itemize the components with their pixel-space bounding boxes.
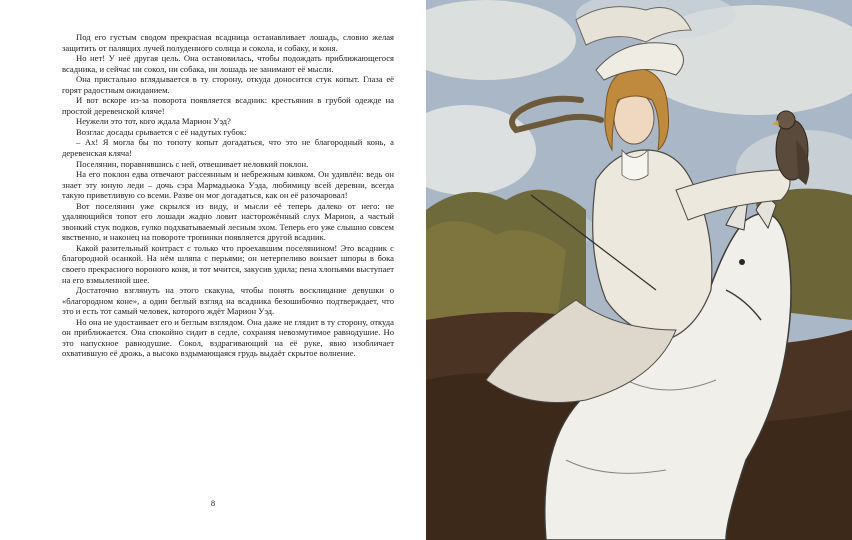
paragraph: Неужели это тот, кого ждала Марион Уэд? — [76, 116, 231, 127]
paragraph: Возглас досады срывается с её надутых губок: — [76, 126, 247, 137]
paragraph: Достаточно взглянуть на этого скакуна, чтобы понять восклицание девушки о «благородном коне», а один беглый взгляд на всадника безошибочно подтверждает, что это и есть тот самый человек, которого ждёт Марион Уэд. — [62, 285, 394, 317]
page-number: 8 — [210, 498, 216, 508]
paragraph: Какой разительный контраст с только что проехавшим поселянином! Это всадник с благородной осанкой. На нём шляпа с перьями; он нетерпеливо вонзает шпоры в бока своего прекрасного вороного коня, и тот мчится, закусив удила; пена хлопьями выступает на его взмыленной шее. — [62, 242, 394, 285]
paragraph: Под его густым сводом прекрасная всадница останавливает лошадь, словно желая защитить от палящих лучей полуденного солнца и сокола, и собаку, и коня. — [62, 32, 394, 53]
paragraph: И вот вскоре из-за поворота появляется всадник: крестьянин в грубой одежде на простой деревенской кляче! — [62, 95, 394, 116]
paragraph: Она пристально вглядывается в ту сторону, откуда доносится стук копыт. Глаза её горят радостным ожиданием. — [62, 74, 394, 95]
paragraph: Поселянин, поравнявшись с ней, отвешивает неловкий поклон. — [76, 158, 309, 169]
illustration-painting — [426, 0, 852, 540]
paragraph: – Ах! Я могла бы по топоту копыт догадаться, что это не благородный конь, а деревенская кляча! — [62, 137, 394, 159]
paragraph: Вот поселянин уже скрылся из виду, и мысли её теперь далеко от него: не удаляющийся топот его лошади жадно ловит насторожённый слух Марион, а частый звонкий стук подков, гулко подхватываемый лесным эхом. Теперь его уже слышно совсем явственно, и наконец на повороте тропинки появляется другой всадник. — [62, 200, 394, 243]
text-column — [62, 32, 394, 359]
illustration — [426, 0, 852, 540]
paragraph: Но она не удостаивает его и беглым взглядом. Она даже не глядит в ту сторону, откуда он приближается. Она спокойно сидит в седле, сохраняя невозмутимое равнодушие. Но это напускное равнодушие. Сокол, вздрагивающий на её руке, явно изобличает охватившую её дрожь, а высоко вздымающаяся грудь выдаёт скрытое волнение. — [62, 316, 394, 359]
paragraph: На его поклон едва отвечают рассеянным и небрежным кивком. Он удивлён: ведь он знает эту юную леди – дочь сэра Мармадьюка Уэда, любимицу всей деревни, всегда такую приветливую со всеми. Разве он мог догадаться, как он её разочаровал! — [62, 169, 394, 201]
paragraph: Но нет! У неё другая цель. Она остановилась, чтобы подождать приближающегося всадника, и сейчас ни сокол, ни собака, ни лошадь не занимают её мысли. — [62, 53, 394, 74]
